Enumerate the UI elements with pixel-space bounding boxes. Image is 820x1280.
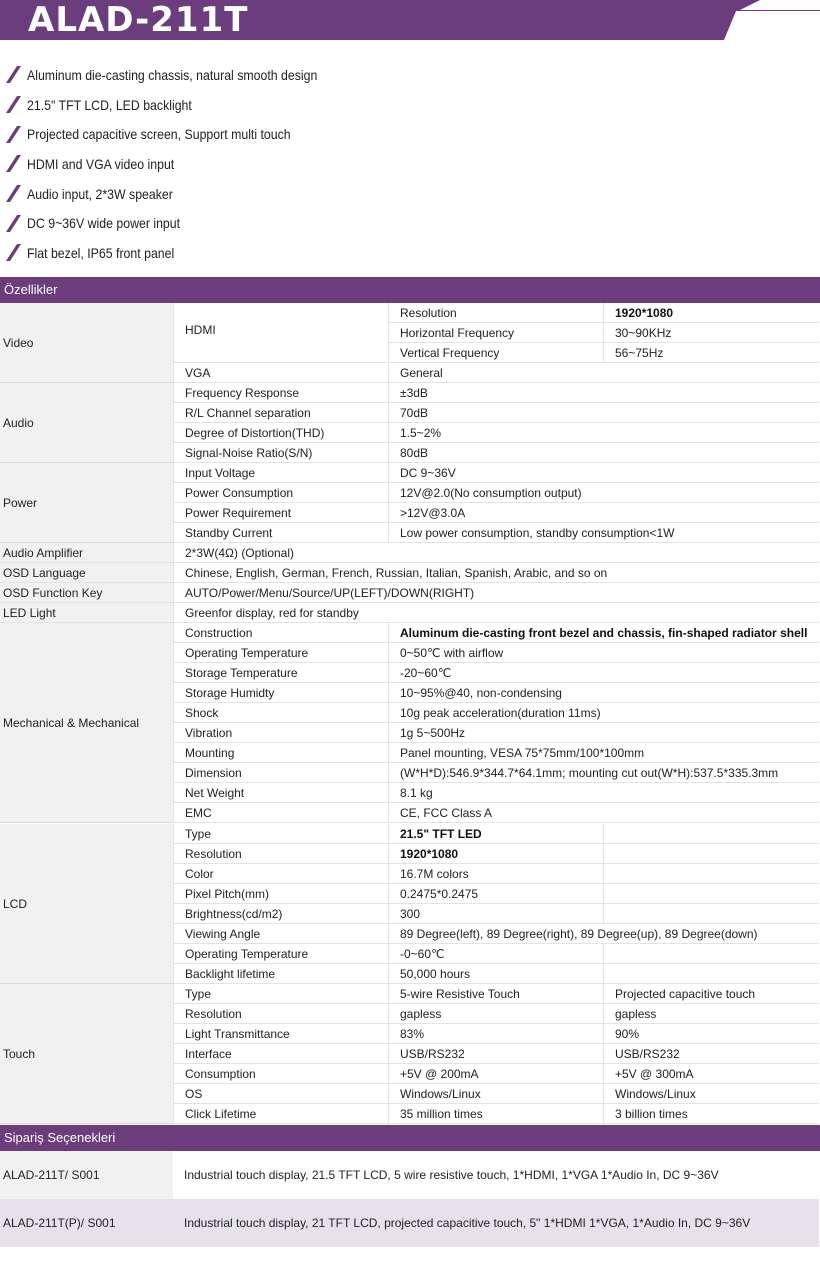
table-row: Operating Temperature 0~50℃ with airflow [0, 643, 819, 663]
slash-icon [6, 185, 21, 202]
table-row: Backlight lifetime 50,000 hours [0, 964, 819, 984]
table-row: OSD Function Key AUTO/Power/Menu/Source/UP(LEFT)/DOWN(RIGHT) [0, 583, 819, 603]
table-row: LED Light Greenfor display, red for standby [0, 603, 819, 623]
group-label-touch: Touch [0, 984, 173, 1124]
table-row: Shock 10g peak acceleration(duration 11ms) [0, 703, 819, 723]
table-row: R/L Channel separation 70dB [0, 403, 819, 423]
order-row [0, 1199, 819, 1247]
group-label-video: Video [0, 303, 173, 383]
feature-item: HDMI and VGA video input [6, 149, 606, 179]
table-row: Standby Current Low power consumption, standby consumption<1W [0, 523, 819, 543]
table-row: Type 5-wire Resistive Touch Projected capacitive touch [0, 984, 819, 1004]
page-title: ALAD-211T [28, 0, 249, 40]
order-model: ALAD-211T/ S001 [0, 1151, 173, 1199]
table-row: EMC CE, FCC Class A [0, 803, 819, 823]
spec-section-header: Özellikler [0, 277, 820, 303]
table-row: Viewing Angle 89 Degree(left), 89 Degree(right), 89 Degree(up), 89 Degree(down) [0, 924, 819, 944]
group-label-lcd: LCD [0, 824, 173, 984]
feature-item: 21.5" TFT LCD, LED backlight [6, 90, 606, 120]
order-description: Industrial touch display, 21 TFT LCD, projected capacitive touch, 5" 1*HDMI 1*VGA, 1*Audio In, DC 9~36V [184, 1216, 751, 1230]
table-row: Audio Amplifier 2*3W(4Ω) (Optional) [0, 543, 819, 563]
table-row: Input Voltage DC 9~36V [0, 463, 819, 483]
table-row: Consumption +5V @ 200mA +5V @ 300mA [0, 1064, 819, 1084]
order-model: ALAD-211T(P)/ S001 [3, 1216, 116, 1230]
table-row: Mounting Panel mounting, VESA 75*75mm/100*100mm [0, 743, 819, 763]
table-row: Power Consumption 12V@2.0(No consumption output) [0, 483, 819, 503]
table-row: Resolution gapless gapless [0, 1004, 819, 1024]
table-row: Degree of Distortion(THD) 1.5~2% [0, 423, 819, 443]
table-row: Dimension (W*H*D):546.9*344.7*64.1mm; mounting cut out(W*H):537.5*335.3mm [0, 763, 819, 783]
slash-icon [6, 215, 21, 232]
order-section-header: Sipariş Seçenekleri [0, 1125, 820, 1151]
table-row: Vibration 1g 5~500Hz [0, 723, 819, 743]
table-row: Signal-Noise Ratio(S/N) 80dB [0, 443, 819, 463]
table-row: Horizontal Frequency 30~90KHz [0, 323, 819, 343]
table-row: Vertical Frequency 56~75Hz [0, 343, 819, 363]
table-row: Color 16.7M colors [0, 864, 819, 884]
table-row: Pixel Pitch(mm) 0.2475*0.2475 [0, 884, 819, 904]
group-label-audio: Audio [0, 383, 173, 463]
table-row: Storage Humidty 10~95%@40, non-condensing [0, 683, 819, 703]
table-row: Light Transmittance 83% 90% [0, 1024, 819, 1044]
slash-icon [6, 126, 21, 143]
table-row: Click Lifetime 35 million times 3 billion times [0, 1104, 819, 1124]
table-row: Storage Temperature -20~60℃ [0, 663, 819, 683]
feature-item: Projected capacitive screen, Support multi touch [6, 119, 606, 149]
feature-item: DC 9~36V wide power input [6, 208, 606, 238]
table-row: VGA General [0, 363, 819, 383]
slash-icon [6, 244, 21, 261]
table-row: Type 21.5" TFT LED [0, 824, 819, 844]
table-row: Resolution 1920*1080 [0, 303, 819, 323]
slash-icon [6, 96, 21, 113]
order-description: Industrial touch display, 21.5 TFT LCD, 5 wire resistive touch, 1*HDMI, 1*VGA 1*Audio In, DC 9~36V [184, 1168, 719, 1182]
group-label-power: Power [0, 463, 173, 543]
table-row: Power Requirement >12V@3.0A [0, 503, 819, 523]
table-row: Frequency Response ±3dB [0, 383, 819, 403]
table-row: Net Weight 8.1 kg [0, 783, 819, 803]
feature-item: Aluminum die-casting chassis, natural smooth design [6, 60, 606, 90]
table-row: Interface USB/RS232 USB/RS232 [0, 1044, 819, 1064]
group-label-mechanical: Mechanical & Mechanical [0, 623, 173, 823]
feature-item: Flat bezel, IP65 front panel [6, 238, 606, 268]
slash-icon [6, 155, 21, 172]
table-row: Construction Aluminum die-casting front bezel and chassis, fin-shaped radiator shell [0, 623, 819, 643]
page-header [0, 0, 820, 40]
table-row: OSD Language Chinese, English, German, French, Russian, Italian, Spanish, Arabic, and so on [0, 563, 819, 583]
sub-label-hdmi: HDMI [173, 303, 387, 363]
feature-list [6, 60, 606, 268]
table-row: Resolution 1920*1080 [0, 844, 819, 864]
table-row: Operating Temperature -0~60℃ [0, 944, 819, 964]
feature-item: Audio input, 2*3W speaker [6, 179, 606, 209]
table-row: Brightness(cd/m2) 300 [0, 904, 819, 924]
slash-icon [6, 66, 21, 83]
table-row: OS Windows/Linux Windows/Linux [0, 1084, 819, 1104]
order-row [0, 1151, 819, 1199]
